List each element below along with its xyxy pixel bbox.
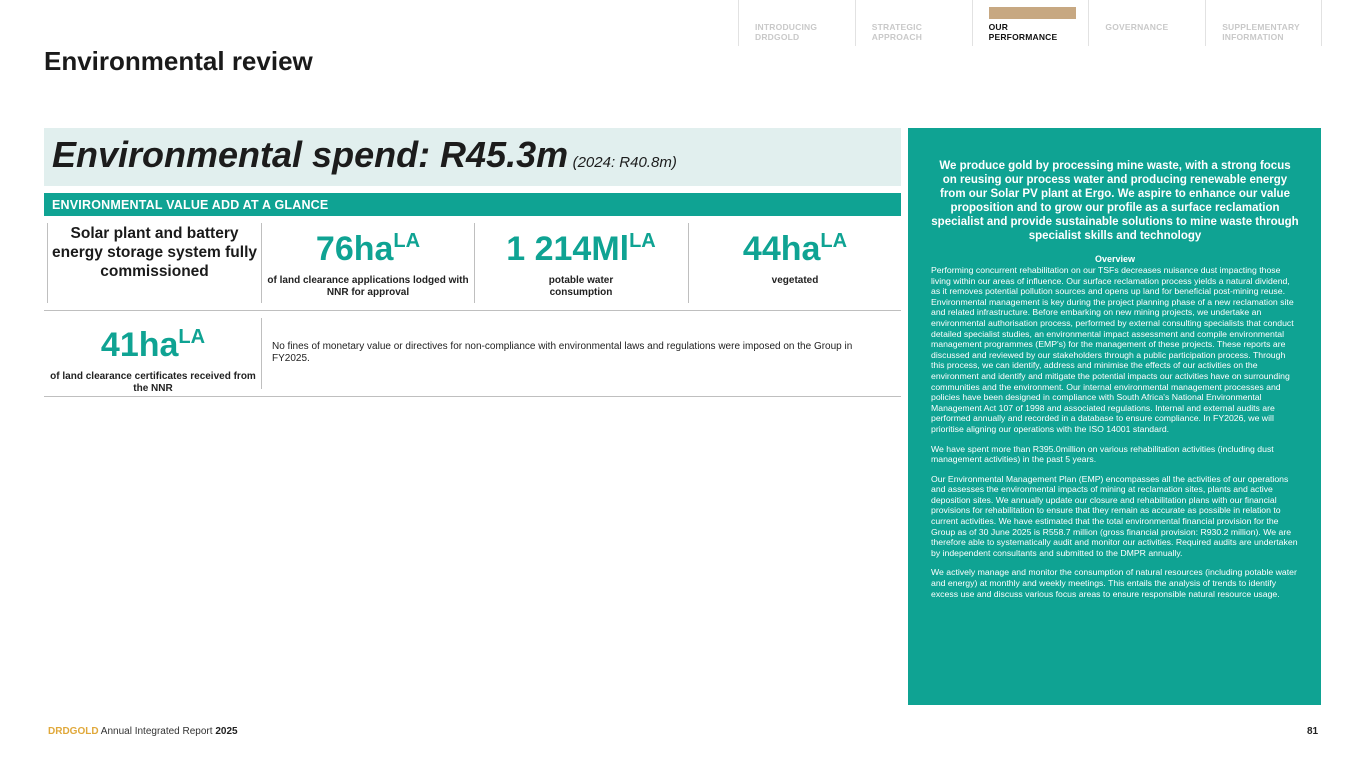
page-title: Environmental review — [44, 46, 313, 76]
stat-land-applications — [262, 222, 474, 299]
stat-value: $76ha^{LA}$ — [315, 230, 421, 268]
nav-our-performance[interactable] — [972, 0, 1089, 46]
divider — [44, 310, 901, 311]
stat-label: of land clearance certificates received from the NNR — [50, 371, 256, 394]
stat-potable-water — [486, 222, 676, 299]
footer-year: 2025 — [215, 726, 238, 737]
overview-paragraph: We have spent more than R395.0million on various rehabilitation activities (including dust management activities) in the past 5 years. — [931, 443, 1274, 465]
spend-previous: (2024: R40.8m) — [572, 154, 677, 171]
active-indicator — [989, 7, 1076, 19]
nav-label-line1: OUR — [988, 22, 1009, 32]
nav-label-line1: STRATEGIC — [871, 22, 923, 32]
overview-paragraph: Our Environmental Management Plan (EMP) encompasses all the activities of our operations and assesses the environmental impacts of mining at reclamation sites, plants and active deposition sites. We annually update our closure and rehabilitation plans with our financial provisions for rehabilitation to ensure that they remain as accurate as possible in relation to current activities. We have estimated that the total environmental financial provision for the Group as of 30 June 2025 is R558.7 million (gross financial provision: R930.2 million). We are therefore able to systematically audit and monitor our activities. Required audits are undertaken by independent consultants and submitted to the DMPR annually. — [931, 473, 1298, 558]
nav-label-line1: INTRODUCING — [755, 22, 818, 32]
stat-vegetated — [690, 222, 900, 287]
nav-introducing[interactable] — [738, 0, 855, 46]
solar-commissioned-text: Solar plant and battery energy storage system fully commissioned — [51, 225, 258, 280]
footer-brand: DRDGOLD — [48, 726, 99, 737]
footer-text: Annual Integrated Report — [100, 726, 213, 737]
stat-land-certificates — [48, 318, 258, 395]
page-number: 81 — [1307, 726, 1319, 737]
overview-paragraph: We actively manage and monitor the consumption of natural resources (including potable water and energy) at monthly and weekly meetings. This entails the analysis of trends to identify excess use and discuss various focus areas to ensure responsible natural resource usage. — [931, 567, 1297, 599]
divider — [261, 318, 262, 389]
nav-governance[interactable] — [1088, 0, 1205, 46]
spend-banner — [44, 128, 901, 186]
overview-paragraph: Performing concurrent rehabilitation on our TSFs decreases nuisance dust impacting those living within our areas of influence. Our surface reclamation process yields a natural dividend, as it removes potential pollution sources and opens up land for beneficial post-mining reuse. Environmental management is key during the project planning phase of a new reclamation site and related infrastructure. Before embarking on new mining projects, we undertake an environmental authorisation process, performed by external consulting specialists that conduct detailed specialist studies, an environmental impact assessment and compile environmental management programmes (EMP's) for the management of these projects. These reports are discussed and reviewed by our stakeholders through a public participation process. Through this process, we can identify, address and minimise the effects of our activities on the environment and identify and mitigate the potential impacts our activities have on surrounding communities and the environment. Our internal environmental management processes and policies have been designed in compliance with South Africa's National Environmental Management Act 107 of 1998 and associated regulations. Internal and external audits are performed annually and recorded in a database to ensure compliance. In FY2026, we will prioritise aligning our operations with the ISO 14001 standard. — [931, 265, 1294, 434]
stat-label: of land clearance applications lodged with NNR for approval — [267, 275, 469, 298]
footer-report-title — [48, 726, 238, 737]
overview-heading: Overview — [1094, 254, 1136, 264]
nav-supplementary[interactable] — [1205, 0, 1322, 46]
nav-label-line2: APPROACH — [871, 32, 923, 42]
environment-panel — [908, 128, 1321, 705]
nav-label-line2: PERFORMANCE — [988, 32, 1058, 42]
section-nav — [738, 0, 1322, 46]
glance-heading: ENVIRONMENTAL VALUE ADD AT A GLANCE — [44, 193, 901, 216]
fines-statement: No fines of monetary value or directives for non-compliance with environmental laws and regulations were imposed on the Group in FY2025. — [272, 341, 853, 364]
nav-label-line2: DRDGOLD — [755, 32, 800, 42]
nav-label-line1: GOVERNANCE — [1105, 22, 1169, 32]
stat-value: $44ha^{LA}$ — [742, 230, 848, 268]
stat-value: $41ha^{LA}$ — [100, 326, 206, 364]
stat-value: 1 $214Ml^{LA}$ — [506, 230, 656, 268]
stat-label: vegetated — [771, 275, 819, 286]
nav-strategic-approach[interactable] — [855, 0, 972, 46]
panel-lead: We produce gold by processing mine waste, with a strong focus on reusing our process water and producing renewable energy from our Solar PV plant at Ergo. We aspire to enhance our value proposition and to grow our profile as a surface reclamation specialist and provide sustainable solutions to mine waste through specialist skills and technology — [931, 160, 1299, 242]
spend-headline: Environmental spend: R45.3m — [52, 134, 569, 175]
nav-label-line1: SUPPLEMENTARY — [1222, 22, 1300, 32]
divider — [44, 396, 901, 397]
stat-label: potable water consumption — [548, 275, 614, 298]
nav-label-line2: INFORMATION — [1222, 32, 1284, 42]
divider — [474, 223, 475, 303]
divider — [688, 223, 689, 303]
